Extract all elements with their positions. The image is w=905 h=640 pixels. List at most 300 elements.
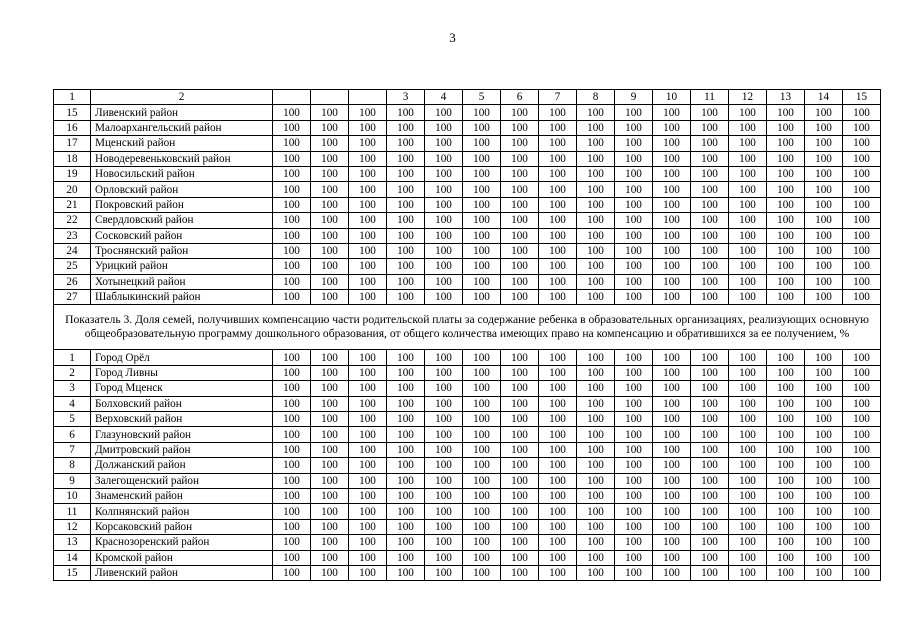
value-cell: 100 xyxy=(729,473,767,488)
value-cell: 100 xyxy=(425,488,463,503)
table-row xyxy=(54,274,881,289)
value-cell: 100 xyxy=(463,396,501,411)
value-cell: 100 xyxy=(805,166,843,181)
district-name: Колпнянский район xyxy=(91,504,273,519)
value-cell: 100 xyxy=(463,442,501,457)
table-row xyxy=(54,213,881,228)
value-cell: 100 xyxy=(463,427,501,442)
value-cell: 100 xyxy=(691,565,729,580)
value-cell: 100 xyxy=(767,197,805,212)
value-cell: 100 xyxy=(843,565,881,580)
value-cell: 100 xyxy=(273,105,311,120)
row-number: 19 xyxy=(54,166,91,181)
value-cell: 100 xyxy=(729,412,767,427)
header-cell: 6 xyxy=(501,90,539,105)
row-number: 23 xyxy=(54,228,91,243)
value-cell: 100 xyxy=(691,535,729,550)
header-cell: 15 xyxy=(843,90,881,105)
value-cell: 100 xyxy=(843,458,881,473)
value-cell: 100 xyxy=(805,442,843,457)
value-cell: 100 xyxy=(767,151,805,166)
value-cell: 100 xyxy=(691,458,729,473)
value-cell: 100 xyxy=(577,213,615,228)
district-name: Сосковский район xyxy=(91,228,273,243)
value-cell: 100 xyxy=(767,365,805,380)
value-cell: 100 xyxy=(463,412,501,427)
district-name: Малоархангельский район xyxy=(91,120,273,135)
district-name: Урицкий район xyxy=(91,259,273,274)
value-cell: 100 xyxy=(387,565,425,580)
value-cell: 100 xyxy=(463,365,501,380)
row-number: 26 xyxy=(54,274,91,289)
value-cell: 100 xyxy=(843,350,881,365)
value-cell: 100 xyxy=(653,259,691,274)
value-cell: 100 xyxy=(349,213,387,228)
district-name: Троснянский район xyxy=(91,243,273,258)
value-cell: 100 xyxy=(843,365,881,380)
district-name: Город Ливны xyxy=(91,365,273,380)
value-cell: 100 xyxy=(539,274,577,289)
value-cell: 100 xyxy=(273,412,311,427)
value-cell: 100 xyxy=(349,550,387,565)
value-cell: 100 xyxy=(767,213,805,228)
value-cell: 100 xyxy=(615,151,653,166)
header-cell: 7 xyxy=(539,90,577,105)
value-cell: 100 xyxy=(273,442,311,457)
value-cell: 100 xyxy=(615,259,653,274)
value-cell: 100 xyxy=(729,488,767,503)
value-cell: 100 xyxy=(349,365,387,380)
district-name: Покровский район xyxy=(91,197,273,212)
header-cell: 9 xyxy=(615,90,653,105)
value-cell: 100 xyxy=(691,550,729,565)
value-cell: 100 xyxy=(311,565,349,580)
value-cell: 100 xyxy=(653,228,691,243)
header-cell: 12 xyxy=(729,90,767,105)
value-cell: 100 xyxy=(273,488,311,503)
value-cell: 100 xyxy=(425,442,463,457)
value-cell: 100 xyxy=(691,105,729,120)
value-cell: 100 xyxy=(729,504,767,519)
value-cell: 100 xyxy=(843,228,881,243)
value-cell: 100 xyxy=(425,519,463,534)
value-cell: 100 xyxy=(273,151,311,166)
value-cell: 100 xyxy=(273,365,311,380)
value-cell: 100 xyxy=(577,182,615,197)
value-cell: 100 xyxy=(843,197,881,212)
value-cell: 100 xyxy=(539,381,577,396)
value-cell: 100 xyxy=(729,243,767,258)
table-row xyxy=(54,519,881,534)
value-cell: 100 xyxy=(843,259,881,274)
value-cell: 100 xyxy=(387,535,425,550)
value-cell: 100 xyxy=(843,535,881,550)
value-cell: 100 xyxy=(425,550,463,565)
row-number: 21 xyxy=(54,197,91,212)
value-cell: 100 xyxy=(273,427,311,442)
value-cell: 100 xyxy=(729,259,767,274)
value-cell: 100 xyxy=(273,350,311,365)
value-cell: 100 xyxy=(311,381,349,396)
table-row xyxy=(54,550,881,565)
value-cell: 100 xyxy=(311,136,349,151)
value-cell: 100 xyxy=(577,442,615,457)
value-cell: 100 xyxy=(311,442,349,457)
value-cell: 100 xyxy=(653,120,691,135)
value-cell: 100 xyxy=(653,519,691,534)
value-cell: 100 xyxy=(273,519,311,534)
value-cell: 100 xyxy=(463,120,501,135)
value-cell: 100 xyxy=(501,519,539,534)
value-cell: 100 xyxy=(577,105,615,120)
value-cell: 100 xyxy=(691,136,729,151)
value-cell: 100 xyxy=(843,442,881,457)
value-cell: 100 xyxy=(805,473,843,488)
value-cell: 100 xyxy=(577,151,615,166)
value-cell: 100 xyxy=(273,504,311,519)
value-cell: 100 xyxy=(349,105,387,120)
value-cell: 100 xyxy=(805,290,843,305)
value-cell: 100 xyxy=(691,412,729,427)
value-cell: 100 xyxy=(843,274,881,289)
value-cell: 100 xyxy=(273,213,311,228)
value-cell: 100 xyxy=(843,105,881,120)
value-cell: 100 xyxy=(615,473,653,488)
header-cell: 2 xyxy=(91,90,273,105)
value-cell: 100 xyxy=(691,504,729,519)
value-cell: 100 xyxy=(653,274,691,289)
value-cell: 100 xyxy=(425,213,463,228)
value-cell: 100 xyxy=(463,105,501,120)
value-cell: 100 xyxy=(577,274,615,289)
value-cell: 100 xyxy=(653,473,691,488)
value-cell: 100 xyxy=(691,519,729,534)
value-cell: 100 xyxy=(805,550,843,565)
value-cell: 100 xyxy=(539,458,577,473)
value-cell: 100 xyxy=(311,427,349,442)
value-cell: 100 xyxy=(615,550,653,565)
table-row xyxy=(54,488,881,503)
value-cell: 100 xyxy=(425,274,463,289)
value-cell: 100 xyxy=(311,365,349,380)
value-cell: 100 xyxy=(539,228,577,243)
table-row xyxy=(54,151,881,166)
value-cell: 100 xyxy=(615,182,653,197)
header-cell xyxy=(311,90,349,105)
value-cell: 100 xyxy=(615,120,653,135)
value-cell: 100 xyxy=(425,381,463,396)
row-number: 25 xyxy=(54,259,91,274)
value-cell: 100 xyxy=(729,396,767,411)
header-cell: 10 xyxy=(653,90,691,105)
row-number: 11 xyxy=(54,504,91,519)
row-number: 17 xyxy=(54,136,91,151)
value-cell: 100 xyxy=(349,519,387,534)
value-cell: 100 xyxy=(691,274,729,289)
value-cell: 100 xyxy=(463,259,501,274)
value-cell: 100 xyxy=(311,151,349,166)
value-cell: 100 xyxy=(691,442,729,457)
district-name: Хотынецкий район xyxy=(91,274,273,289)
value-cell: 100 xyxy=(615,136,653,151)
value-cell: 100 xyxy=(615,488,653,503)
value-cell: 100 xyxy=(501,442,539,457)
value-cell: 100 xyxy=(805,120,843,135)
value-cell: 100 xyxy=(653,365,691,380)
value-cell: 100 xyxy=(387,381,425,396)
table-row xyxy=(54,458,881,473)
row-number: 16 xyxy=(54,120,91,135)
value-cell: 100 xyxy=(767,136,805,151)
section-title: Показатель 3. Доля семей, получивших компенсацию части родительской платы за содержание ребенка в образовательных организациях, реализующих основную общеобразовательную программу дошкольного образования, от общего количества имеющих право на компенсацию и обратившихся за ее получением, % xyxy=(54,305,881,350)
value-cell: 100 xyxy=(501,535,539,550)
value-cell: 100 xyxy=(615,519,653,534)
value-cell: 100 xyxy=(729,458,767,473)
value-cell: 100 xyxy=(425,151,463,166)
value-cell: 100 xyxy=(729,350,767,365)
value-cell: 100 xyxy=(425,396,463,411)
value-cell: 100 xyxy=(349,166,387,181)
value-cell: 100 xyxy=(767,243,805,258)
value-cell: 100 xyxy=(387,504,425,519)
district-name: Новосильский район xyxy=(91,166,273,181)
value-cell: 100 xyxy=(615,365,653,380)
value-cell: 100 xyxy=(805,213,843,228)
value-cell: 100 xyxy=(501,350,539,365)
value-cell: 100 xyxy=(729,442,767,457)
value-cell: 100 xyxy=(349,136,387,151)
value-cell: 100 xyxy=(767,488,805,503)
value-cell: 100 xyxy=(577,243,615,258)
value-cell: 100 xyxy=(273,243,311,258)
value-cell: 100 xyxy=(349,350,387,365)
value-cell: 100 xyxy=(539,412,577,427)
value-cell: 100 xyxy=(767,504,805,519)
header-cell xyxy=(349,90,387,105)
value-cell: 100 xyxy=(691,228,729,243)
district-name: Знаменский район xyxy=(91,488,273,503)
value-cell: 100 xyxy=(539,290,577,305)
value-cell: 100 xyxy=(539,166,577,181)
value-cell: 100 xyxy=(387,166,425,181)
value-cell: 100 xyxy=(729,565,767,580)
value-cell: 100 xyxy=(691,488,729,503)
value-cell: 100 xyxy=(843,166,881,181)
value-cell: 100 xyxy=(349,412,387,427)
value-cell: 100 xyxy=(349,504,387,519)
table-row xyxy=(54,381,881,396)
value-cell: 100 xyxy=(501,166,539,181)
row-number: 3 xyxy=(54,381,91,396)
value-cell: 100 xyxy=(729,228,767,243)
value-cell: 100 xyxy=(425,504,463,519)
table-row xyxy=(54,290,881,305)
value-cell: 100 xyxy=(501,550,539,565)
value-cell: 100 xyxy=(843,151,881,166)
table-row xyxy=(54,473,881,488)
value-cell: 100 xyxy=(767,535,805,550)
value-cell: 100 xyxy=(273,565,311,580)
value-cell: 100 xyxy=(767,290,805,305)
value-cell: 100 xyxy=(729,365,767,380)
value-cell: 100 xyxy=(501,259,539,274)
value-cell: 100 xyxy=(349,458,387,473)
table-row xyxy=(54,259,881,274)
value-cell: 100 xyxy=(387,105,425,120)
value-cell: 100 xyxy=(615,228,653,243)
value-cell: 100 xyxy=(691,120,729,135)
value-cell: 100 xyxy=(349,197,387,212)
header-cell: 1 xyxy=(54,90,91,105)
value-cell: 100 xyxy=(577,535,615,550)
value-cell: 100 xyxy=(539,550,577,565)
value-cell: 100 xyxy=(425,182,463,197)
value-cell: 100 xyxy=(349,290,387,305)
value-cell: 100 xyxy=(805,396,843,411)
value-cell: 100 xyxy=(501,427,539,442)
value-cell: 100 xyxy=(539,120,577,135)
value-cell: 100 xyxy=(691,182,729,197)
indicator-table-body xyxy=(54,90,881,581)
value-cell: 100 xyxy=(311,458,349,473)
value-cell: 100 xyxy=(425,365,463,380)
value-cell: 100 xyxy=(387,197,425,212)
value-cell: 100 xyxy=(615,213,653,228)
value-cell: 100 xyxy=(767,274,805,289)
value-cell: 100 xyxy=(843,488,881,503)
value-cell: 100 xyxy=(311,120,349,135)
value-cell: 100 xyxy=(463,565,501,580)
value-cell: 100 xyxy=(311,243,349,258)
value-cell: 100 xyxy=(311,290,349,305)
value-cell: 100 xyxy=(805,197,843,212)
value-cell: 100 xyxy=(349,473,387,488)
value-cell: 100 xyxy=(729,550,767,565)
district-name: Шаблыкинский район xyxy=(91,290,273,305)
header-cell: 8 xyxy=(577,90,615,105)
value-cell: 100 xyxy=(463,166,501,181)
value-cell: 100 xyxy=(311,105,349,120)
value-cell: 100 xyxy=(729,166,767,181)
district-name: Свердловский район xyxy=(91,213,273,228)
value-cell: 100 xyxy=(349,488,387,503)
value-cell: 100 xyxy=(805,365,843,380)
value-cell: 100 xyxy=(691,350,729,365)
value-cell: 100 xyxy=(425,290,463,305)
value-cell: 100 xyxy=(729,519,767,534)
value-cell: 100 xyxy=(273,290,311,305)
row-number: 9 xyxy=(54,473,91,488)
table-row xyxy=(54,120,881,135)
row-number: 2 xyxy=(54,365,91,380)
value-cell: 100 xyxy=(729,290,767,305)
value-cell: 100 xyxy=(653,458,691,473)
value-cell: 100 xyxy=(349,151,387,166)
value-cell: 100 xyxy=(577,197,615,212)
value-cell: 100 xyxy=(425,412,463,427)
district-name: Кромской район xyxy=(91,550,273,565)
value-cell: 100 xyxy=(463,458,501,473)
value-cell: 100 xyxy=(311,519,349,534)
value-cell: 100 xyxy=(463,228,501,243)
value-cell: 100 xyxy=(273,396,311,411)
value-cell: 100 xyxy=(577,427,615,442)
value-cell: 100 xyxy=(463,151,501,166)
value-cell: 100 xyxy=(273,259,311,274)
table-row xyxy=(54,228,881,243)
value-cell: 100 xyxy=(843,120,881,135)
value-cell: 100 xyxy=(843,243,881,258)
value-cell: 100 xyxy=(805,350,843,365)
row-number: 13 xyxy=(54,535,91,550)
value-cell: 100 xyxy=(387,213,425,228)
value-cell: 100 xyxy=(539,519,577,534)
value-cell: 100 xyxy=(691,365,729,380)
value-cell: 100 xyxy=(539,504,577,519)
value-cell: 100 xyxy=(653,166,691,181)
header-cell xyxy=(273,90,311,105)
value-cell: 100 xyxy=(843,396,881,411)
value-cell: 100 xyxy=(767,166,805,181)
value-cell: 100 xyxy=(767,442,805,457)
value-cell: 100 xyxy=(805,565,843,580)
value-cell: 100 xyxy=(425,166,463,181)
value-cell: 100 xyxy=(501,182,539,197)
page-number: 3 xyxy=(449,30,456,45)
value-cell: 100 xyxy=(273,381,311,396)
value-cell: 100 xyxy=(767,550,805,565)
value-cell: 100 xyxy=(463,350,501,365)
value-cell: 100 xyxy=(805,136,843,151)
value-cell: 100 xyxy=(425,565,463,580)
table-row xyxy=(54,427,881,442)
value-cell: 100 xyxy=(539,396,577,411)
value-cell: 100 xyxy=(615,290,653,305)
value-cell: 100 xyxy=(425,228,463,243)
table-row xyxy=(54,182,881,197)
value-cell: 100 xyxy=(311,228,349,243)
value-cell: 100 xyxy=(843,427,881,442)
value-cell: 100 xyxy=(311,213,349,228)
value-cell: 100 xyxy=(501,197,539,212)
value-cell: 100 xyxy=(387,228,425,243)
value-cell: 100 xyxy=(577,381,615,396)
value-cell: 100 xyxy=(729,535,767,550)
district-name: Краснозоренский район xyxy=(91,535,273,550)
value-cell: 100 xyxy=(729,213,767,228)
value-cell: 100 xyxy=(615,442,653,457)
value-cell: 100 xyxy=(653,427,691,442)
value-cell: 100 xyxy=(311,259,349,274)
value-cell: 100 xyxy=(539,197,577,212)
header-cell: 11 xyxy=(691,90,729,105)
value-cell: 100 xyxy=(615,565,653,580)
value-cell: 100 xyxy=(349,228,387,243)
row-number: 27 xyxy=(54,290,91,305)
value-cell: 100 xyxy=(805,274,843,289)
value-cell: 100 xyxy=(311,488,349,503)
value-cell: 100 xyxy=(729,136,767,151)
value-cell: 100 xyxy=(615,197,653,212)
value-cell: 100 xyxy=(615,412,653,427)
value-cell: 100 xyxy=(501,504,539,519)
value-cell: 100 xyxy=(425,197,463,212)
row-number: 4 xyxy=(54,396,91,411)
value-cell: 100 xyxy=(501,396,539,411)
value-cell: 100 xyxy=(425,243,463,258)
value-cell: 100 xyxy=(805,228,843,243)
value-cell: 100 xyxy=(387,136,425,151)
